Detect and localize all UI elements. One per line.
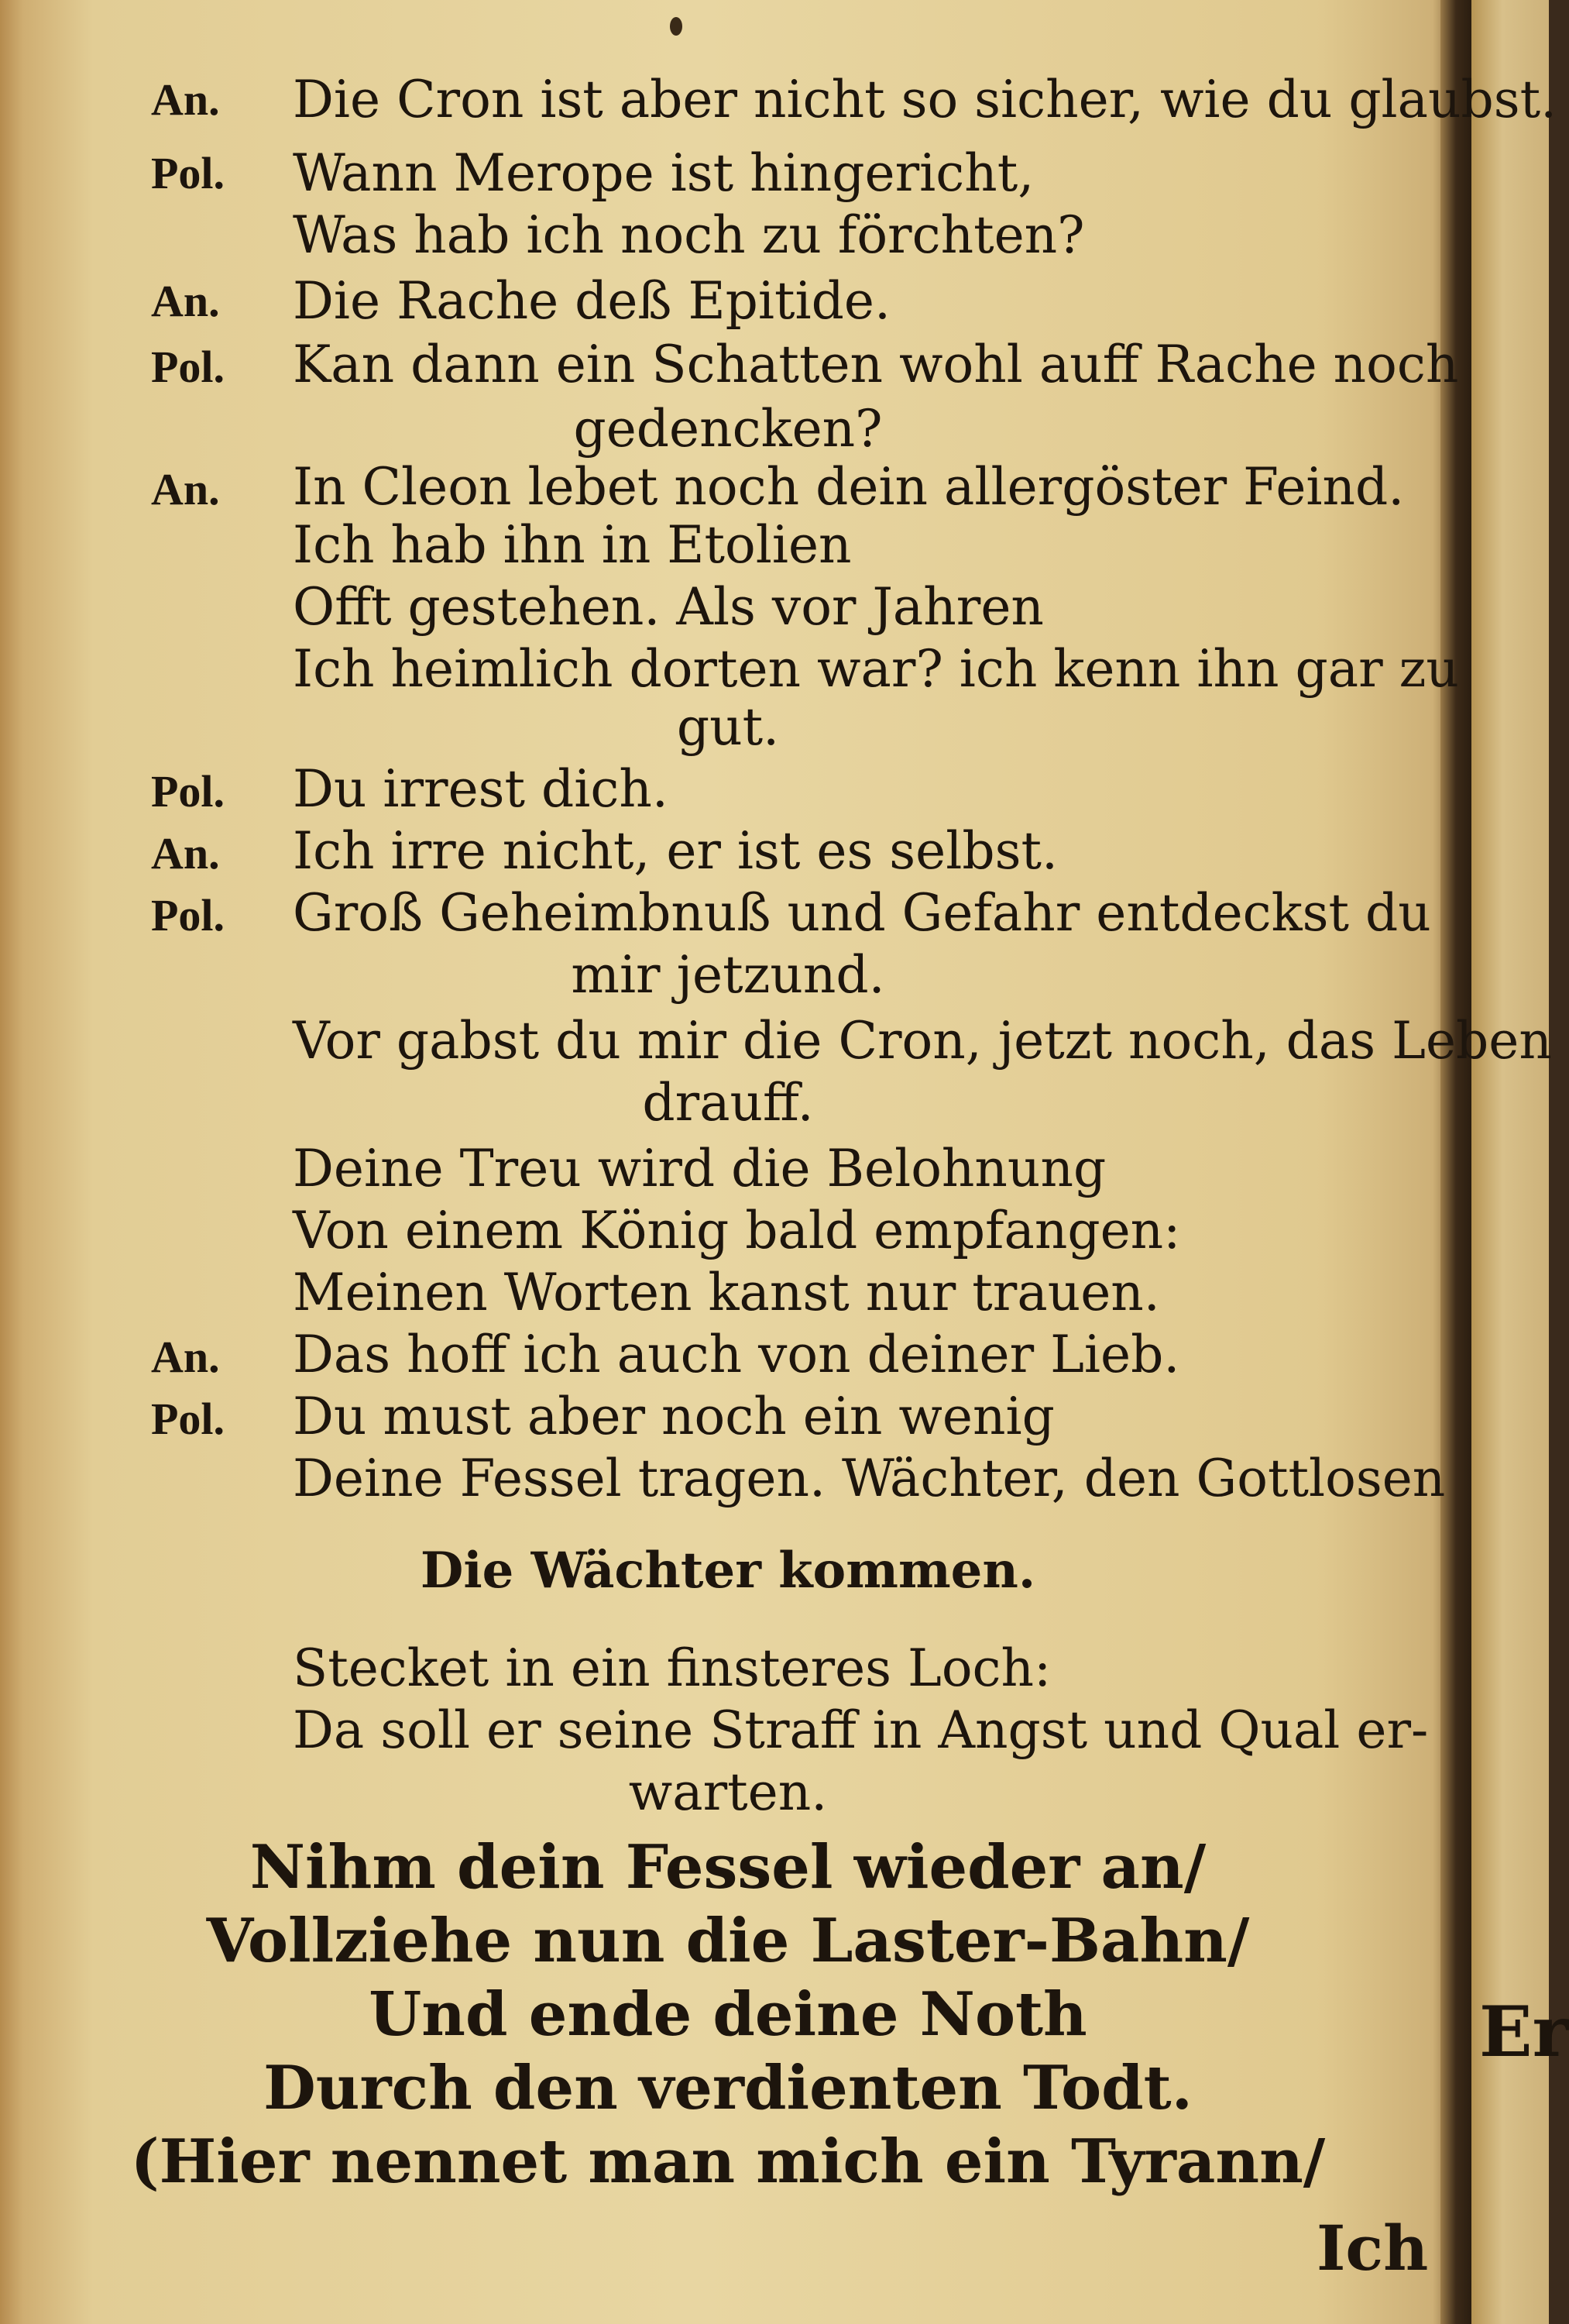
ink-blot [670,17,682,36]
dialogue-line: warten. [628,1762,828,1822]
speaker-label: Pol. [151,148,225,198]
dialogue-line: Deine Fessel tragen. Wächter, den Gottlosen [293,1449,1446,1508]
dialogue-line: Das hoff ich auch von deiner Lieb. [293,1325,1180,1384]
dialogue-line: Du irrest dich. [293,759,668,819]
dialogue-line: Deine Treu wird die Belohnung [293,1139,1107,1198]
speaker-label: Pol. [151,342,225,392]
dialogue-line: Ich hab ihn in Etolien [293,515,852,575]
speaker-label: An. [151,74,220,125]
dialogue-line: Offt gestehen. Als vor Jahren [293,577,1044,637]
aria-verse: Vollziehe nun die Laster-Bahn/ [206,1906,1250,1976]
dialogue-line: Ich heimlich dorten war? ich kenn ihn gar zu [293,639,1459,699]
dialogue-line: Du must aber noch ein wenig [293,1387,1055,1446]
aria-verse: Nihm dein Fessel wieder an/ [249,1832,1207,1903]
speaker-label: Pol. [151,766,225,816]
dialogue-line: Kan dann ein Schatten wohl auff Rache noch [293,335,1459,394]
dialogue-line: Groß Geheimbnuß und Gefahr entdeckst du [293,883,1431,943]
speaker-label: Pol. [151,890,225,940]
dialogue-line: Da soll er seine Straff in Angst und Qual er- [293,1700,1429,1760]
dialogue-line: Die Rache deß Epitide. [293,271,891,331]
dialogue-line: In Cleon lebet noch dein allergöster Feind. [293,457,1405,517]
speaker-label: Pol. [151,1394,225,1444]
dialogue-line: Stecket in ein finsteres Loch: [293,1638,1052,1698]
dialogue-line: gedencken? [573,399,883,459]
dialogue-line: gut. [676,697,780,757]
dialogue-line: Ich irre nicht, er ist es selbst. [293,821,1058,881]
speaker-label: An. [151,464,220,514]
dialogue-line: Die Cron ist aber nicht so sicher, wie du glaubst. [293,70,1557,129]
dialogue-line: drauff. [642,1073,814,1133]
dialogue-line: Wann Merope ist hingericht, [293,143,1035,203]
speaker-label: An. [151,1332,220,1382]
right-page-edge [1471,0,1549,2324]
catchword: Ich [1317,2212,1429,2284]
speaker-label: An. [151,276,220,326]
aria-verse: Und ende deine Noth [369,1979,1087,2050]
right-page-fragment: Er [1479,1991,1569,2073]
dialogue-line: Was hab ich noch zu förchten? [293,205,1085,265]
dialogue-line: Vor gabst du mir die Cron, jetzt noch, das Leben [293,1011,1552,1071]
speaker-label: An. [151,828,220,878]
stage-direction: Die Wächter kommen. [420,1542,1036,1600]
dialogue-line: Meinen Worten kanst nur trauen. [293,1263,1160,1322]
aria-verse: Durch den verdienten Todt. [263,2053,1193,2123]
dialogue-line: mir jetzund. [571,945,885,1005]
aria-verse: (Hier nennet man mich ein Tyrann/ [130,2126,1326,2197]
dialogue-line: Von einem König bald empfangen: [293,1201,1181,1260]
